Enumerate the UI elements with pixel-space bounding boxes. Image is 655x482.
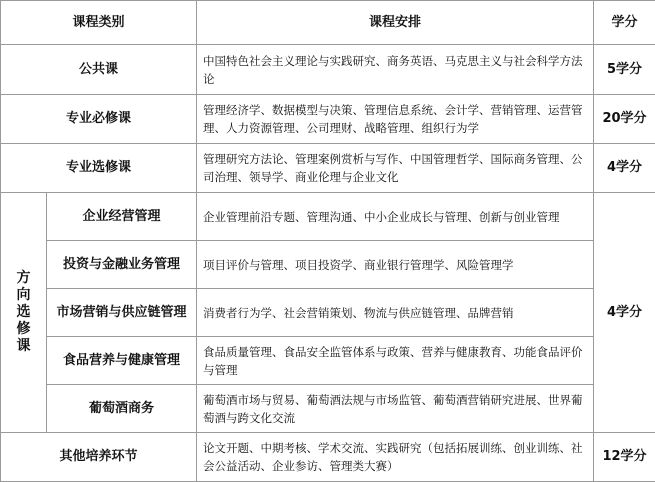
table-row	[1, 289, 655, 337]
table-row	[1, 241, 655, 289]
credits-other: 12学分	[594, 433, 655, 482]
direction-courses-2: 项目评价与管理、项目投资学、商业银行管理学、风险管理学	[197, 241, 594, 289]
courses-other: 论文开题、中期考核、学术交流、实践研究（包括拓展训练、创业训练、社会公益活动、企业参访、管理类大赛）	[197, 433, 594, 482]
direction-name-1: 企业经营管理	[47, 193, 197, 241]
category-other: 其他培养环节	[1, 433, 197, 482]
direction-name-2: 投资与金融业务管理	[47, 241, 197, 289]
header-row	[1, 1, 655, 45]
table-row	[1, 193, 655, 241]
courses-core: 管理经济学、数据模型与决策、管理信息系统、会计学、营销管理、运营管理、人力资源管理、公司理财、战略管理、组织行为学	[197, 95, 594, 144]
category-elective: 专业选修课	[1, 144, 197, 193]
direction-credits: 4学分	[594, 193, 655, 433]
table-row	[1, 337, 655, 385]
category-public: 公共课	[1, 45, 197, 95]
table-row	[1, 144, 655, 193]
direction-label-cell	[1, 193, 47, 433]
credits-core: 20学分	[594, 95, 655, 144]
table-row	[1, 385, 655, 433]
direction-label: 方向选修课	[16, 270, 31, 355]
direction-courses-4: 食品质量管理、食品安全监管体系与政策、营养与健康教育、功能食品评价与管理	[197, 337, 594, 385]
header-category: 课程类别	[1, 1, 197, 45]
table-row	[1, 45, 655, 95]
header-arrangement: 课程安排	[197, 1, 594, 45]
table-row	[1, 433, 655, 482]
direction-name-5: 葡萄酒商务	[47, 385, 197, 433]
direction-courses-1: 企业管理前沿专题、管理沟通、中小企业成长与管理、创新与创业管理	[197, 193, 594, 241]
credits-public: 5学分	[594, 45, 655, 95]
credits-elective: 4学分	[594, 144, 655, 193]
courses-elective: 管理研究方法论、管理案例赏析与写作、中国管理哲学、国际商务管理、公司治理、领导学、商业伦理与企业文化	[197, 144, 594, 193]
direction-name-4: 食品营养与健康管理	[47, 337, 197, 385]
direction-courses-3: 消费者行为学、社会营销策划、物流与供应链管理、品牌营销	[197, 289, 594, 337]
header-credits: 学分	[594, 1, 655, 45]
direction-name-3: 市场营销与供应链管理	[47, 289, 197, 337]
category-core: 专业必修课	[1, 95, 197, 144]
direction-courses-5: 葡萄酒市场与贸易、葡萄酒法规与市场监管、葡萄酒营销研究进展、世界葡萄酒与跨文化交流	[197, 385, 594, 433]
courses-public: 中国特色社会主义理论与实践研究、商务英语、马克思主义与社会科学方法论	[197, 45, 594, 95]
table-row	[1, 95, 655, 144]
